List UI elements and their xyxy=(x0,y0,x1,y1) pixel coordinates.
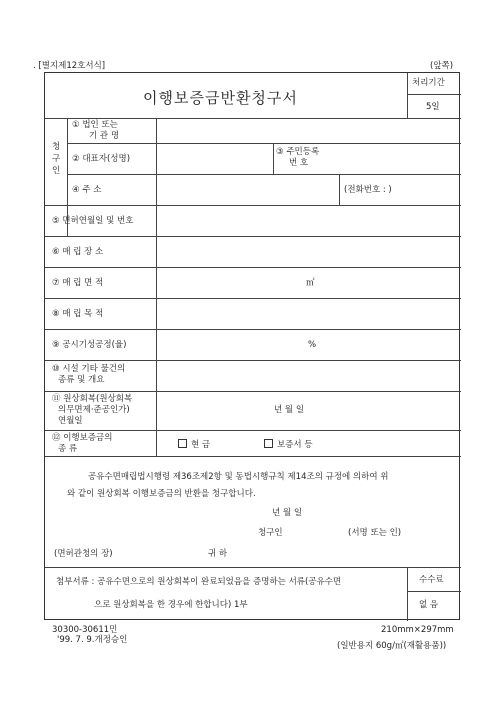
divider xyxy=(45,430,461,431)
restoration-date-label: 연월일 xyxy=(58,416,83,426)
bond-option[interactable] xyxy=(264,439,313,451)
claim-date[interactable]: 년 월 일 xyxy=(272,508,303,518)
bond-checkbox[interactable] xyxy=(264,439,273,448)
cash-option[interactable] xyxy=(178,439,210,451)
processing-period-label: 처리기간 xyxy=(412,78,445,88)
cash-option-label: 현 금 xyxy=(191,440,211,450)
percent-unit: % xyxy=(308,340,317,350)
address-field[interactable] xyxy=(157,175,337,204)
facilities-field[interactable] xyxy=(157,361,460,390)
address-label: ④ 주 소 xyxy=(72,185,102,195)
divider xyxy=(273,143,274,174)
restoration-date-label: 의무면제·준공인가) xyxy=(58,405,130,415)
restoration-date-label: ⑪ 원상회복(원상회복 xyxy=(52,394,133,404)
resident-number-label: 번 호 xyxy=(289,158,309,168)
divider xyxy=(45,567,461,568)
progress-rate-label: ⑨ 공시기성공정(율) xyxy=(52,340,127,350)
divider xyxy=(339,174,340,205)
form-title: 이행보증금반환청구서 xyxy=(143,89,298,107)
divider xyxy=(407,591,461,592)
form-code: 30300-30611민 xyxy=(52,625,118,635)
honorific: 귀 하 xyxy=(208,549,228,559)
attachment-text: 으로 원상회복을 한 경우에 한합니다) 1부 xyxy=(94,600,248,610)
divider xyxy=(45,456,461,457)
deposit-type-label: 종 류 xyxy=(58,444,78,454)
deposit-type-label: ⑫ 이행보증금의 xyxy=(52,433,113,443)
signature-field[interactable]: (서명 또는 인) xyxy=(348,528,402,538)
reclamation-site-label: ⑥ 매 립 장 소 xyxy=(52,247,104,257)
resident-number-label: ③ 주민등록 xyxy=(276,147,320,157)
applicant-label: 청 xyxy=(52,142,61,152)
reclamation-purpose-field[interactable] xyxy=(157,299,460,328)
addressee: (면허관청의 장) xyxy=(54,549,113,559)
divider xyxy=(407,94,461,95)
applicant-label: 구 xyxy=(52,154,61,164)
facilities-label: 종류 및 개요 xyxy=(58,375,105,385)
fee-label: 수수료 xyxy=(419,575,444,585)
reclamation-purpose-label: ⑧ 매 립 목 적 xyxy=(52,309,104,319)
statement-text: 공유수면매립법시행령 제36조제2항 및 동법시행규칙 제14조의 규정에 의하여 위 xyxy=(88,472,389,482)
license-date-field[interactable] xyxy=(157,206,460,235)
bond-option-label: 보증서 등 xyxy=(277,440,313,450)
divider xyxy=(407,567,408,621)
phone-label: (전화번호 : ) xyxy=(344,185,392,195)
divider xyxy=(407,73,408,118)
fee-value: 없 음 xyxy=(419,600,439,610)
org-name-label: 기 관 명 xyxy=(89,131,120,141)
claimant-label: 청구인 xyxy=(258,528,283,538)
processing-period-value: 5일 xyxy=(426,102,440,112)
approval-date: '99. 7. 9.개정승인 xyxy=(57,635,128,645)
divider xyxy=(45,391,461,392)
page-side: (앞쪽) xyxy=(430,61,454,71)
attachment-text: 첨부서류 : 공유수면으로의 원상회복이 완료되었음을 증명하는 서류(공유수면 xyxy=(56,577,342,587)
license-date-label: ⑤ 면허연월일 및 번호 xyxy=(52,216,134,226)
facilities-label: ⑩ 시설 기타 물건의 xyxy=(52,364,126,374)
resident-number-field[interactable] xyxy=(341,144,460,173)
org-name-label: ① 법인 또는 xyxy=(72,120,118,130)
reclamation-site-field[interactable] xyxy=(157,237,460,266)
refund-claim-form xyxy=(44,72,460,620)
restoration-date-value[interactable]: 년 월 일 xyxy=(274,405,305,415)
reclamation-area-label: ⑦ 매 립 면 적 xyxy=(52,278,104,288)
cash-checkbox[interactable] xyxy=(178,439,187,448)
paper-size: 210mm×297mm xyxy=(381,625,454,635)
representative-label: ② 대표자(성명) xyxy=(72,154,131,164)
org-name-field[interactable] xyxy=(157,119,460,143)
statement-text: 와 같이 원상회복 이행보증금의 반환을 청구합니다. xyxy=(67,489,256,499)
area-unit: ㎡ xyxy=(306,278,315,288)
representative-field[interactable] xyxy=(157,144,272,173)
paper-type: (일반용지 60g/㎡(재활용품)) xyxy=(337,641,447,651)
form-number: . [별지제12호서식] xyxy=(33,61,106,71)
applicant-label: 인 xyxy=(52,166,61,176)
